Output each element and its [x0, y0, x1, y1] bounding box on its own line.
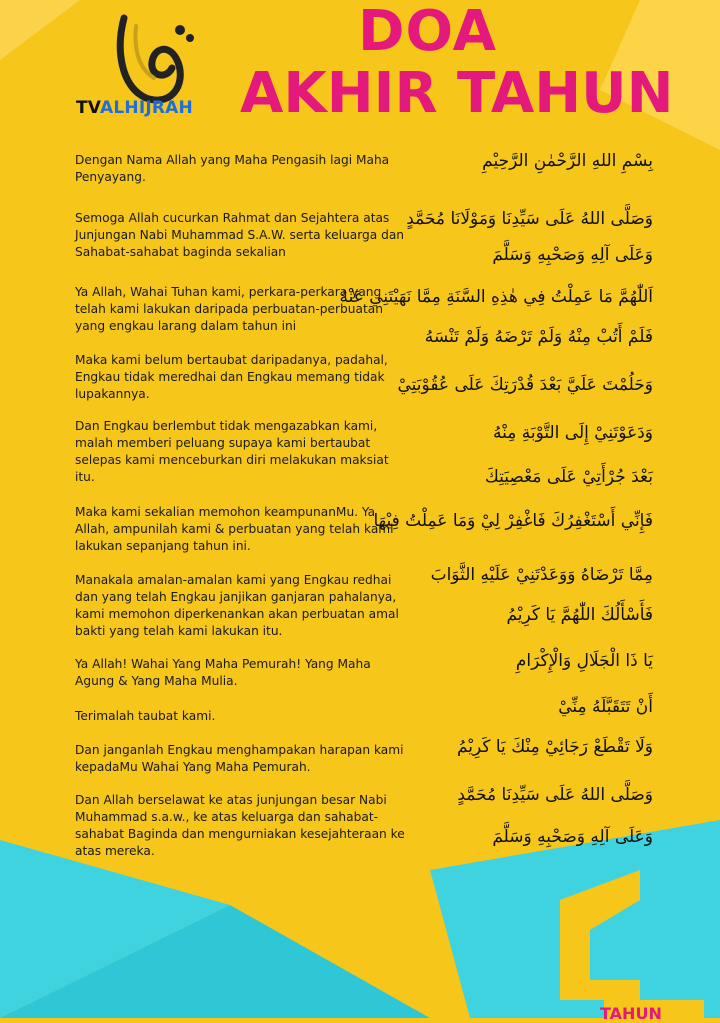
- arabic-line-5: فَلَمْ أَتُبْ مِنْهُ وَلَمْ تَرْضَهُ وَلَمْ تَنْسَهُ: [424, 327, 653, 347]
- arabic-line-2: وَصَلَّى اللهُ عَلَى سَيِّدِنَا وَمَوْلَانَا مُحَمَّدٍ: [406, 209, 653, 229]
- arabic-line-1: بِسْمِ اللهِ الرَّحْمٰنِ الرَّحِيْمِ: [482, 151, 653, 171]
- paragraph-7: Manakala amalan-amalan kami yang Engkau redhai dan yang telah Engkau janjikan ganjaran pahalanya, kami memohon diperkenankan akan perbuatan amal bakti yang telah kami lakukan itu.: [75, 573, 399, 638]
- arabic-line-4: اَللّٰهُمَّ مَا عَمِلْتُ فِي هٰذِهِ السَّنَةِ مِمَّا نَهَيْتَنِي عَنْهُ: [339, 287, 653, 307]
- arabic-line-14: وَلَا تَقْطَعْ رَجَائِيْ مِنْكَ يَا كَرِيْمُ: [456, 737, 653, 757]
- paragraph-1: Dengan Nama Allah yang Maha Pengasih lagi Maha Penyayang.: [75, 153, 390, 184]
- paragraph-11: Dan Allah berselawat ke atas junjungan besar Nabi Muhammad s.a.w., ke atas keluarga dan sahabat-sahabat Baginda dan mengurniakan kesejahteraan ke atas mereka.: [75, 793, 405, 858]
- arabic-line-15: وَصَلَّى اللهُ عَلَى سَيِّدِنَا مُحَمَّدٍ: [457, 785, 653, 805]
- paragraph-10: Dan janganlah Engkau menghampakan harapan kami kepadaMu Wahai Yang Maha Pemurah.: [75, 743, 404, 774]
- arabic-line-9: فَإِنِّي أَسْتَغْفِرُكَ فَاغْفِرْ لِيْ وَمَا عَمِلْتُ فِيْهَا: [373, 511, 653, 531]
- brand-name: [76, 98, 236, 118]
- paragraph-9: Terimalah taubat kami.: [75, 709, 216, 723]
- paragraph-4: Maka kami belum bertaubat daripadanya, padahal, Engkau tidak meredhai dan Engkau memang tidak lupakannya.: [75, 353, 388, 401]
- arabic-line-8: بَعْدَ جُرْأَتِيْ عَلَى مَعْصِيَتِكَ: [484, 467, 653, 487]
- brand-prefix: TV: [76, 98, 100, 118]
- paragraph-2: Semoga Allah cucurkan Rahmat dan Sejahtera atas Junjungan Nabi Muhammad S.A.W. serta keluarga dan Sahabat-sahabat baginda sekalian: [75, 211, 405, 259]
- arabic-line-6: وَحَلُمْتَ عَلَيَّ بَعْدَ قُدْرَتِكَ عَلَى عُقُوْبَتِيْ: [397, 375, 653, 395]
- arabic-line-3: وَعَلَى آلِهِ وَصَحْبِهِ وَسَلَّمَ: [492, 245, 653, 265]
- arabic-line-10: مِمَّا تَرْضَاهُ وَوَعَدْتَنِيْ عَلَيْهِ الثَّوَابَ: [430, 565, 653, 585]
- brand-suffix: ALHIJRAH: [100, 98, 193, 118]
- arabic-line-13: أَنْ تَتَقَبَّلَهُ مِنِّيْ: [558, 697, 653, 717]
- bg-top-left-shape: [0, 0, 80, 60]
- arabic-line-16: وَعَلَى آلِهِ وَصَحْبِهِ وَسَلَّمَ: [492, 827, 653, 847]
- title-line-1: DOA: [358, 0, 497, 64]
- paragraph-6: Maka kami sekalian memohon keampunanMu. Ya Allah, ampunilah kami & perbuatan yang telah kami lakukan sepanjang tahun ini.: [75, 505, 394, 553]
- corner-label: TAHUN: [600, 1004, 662, 1023]
- arabic-line-11: فَأَسْأَلُكَ اللّٰهُمَّ يَا كَرِيْمُ: [506, 605, 653, 625]
- paragraph-3: Ya Allah, Wahai Tuhan kami, perkara-perkara yang telah kami lakukan daripada perbuatan-perbuatan yang engkau larang dalam tahun ini: [75, 285, 383, 333]
- arabic-line-7: وَدَعَوْتَنِيْ إِلَى التَّوْبَةِ مِنْهُ: [492, 423, 653, 443]
- paragraph-5: Dan Engkau berlembut tidak mengazabkan kami, malah memberi peluang supaya kami bertaubat selepas kami menceburkan diri melakukan maksiat itu.: [75, 419, 389, 484]
- page-title: [240, 0, 710, 126]
- arabic-line-12: يَا ذَا الْجَلَالِ وَالْإِكْرَامِ: [515, 651, 653, 671]
- title-line-2: AKHIR TAHUN: [240, 61, 674, 126]
- paragraph-8: Ya Allah! Wahai Yang Maha Pemurah! Yang Maha Agung & Yang Maha Mulia.: [75, 657, 371, 688]
